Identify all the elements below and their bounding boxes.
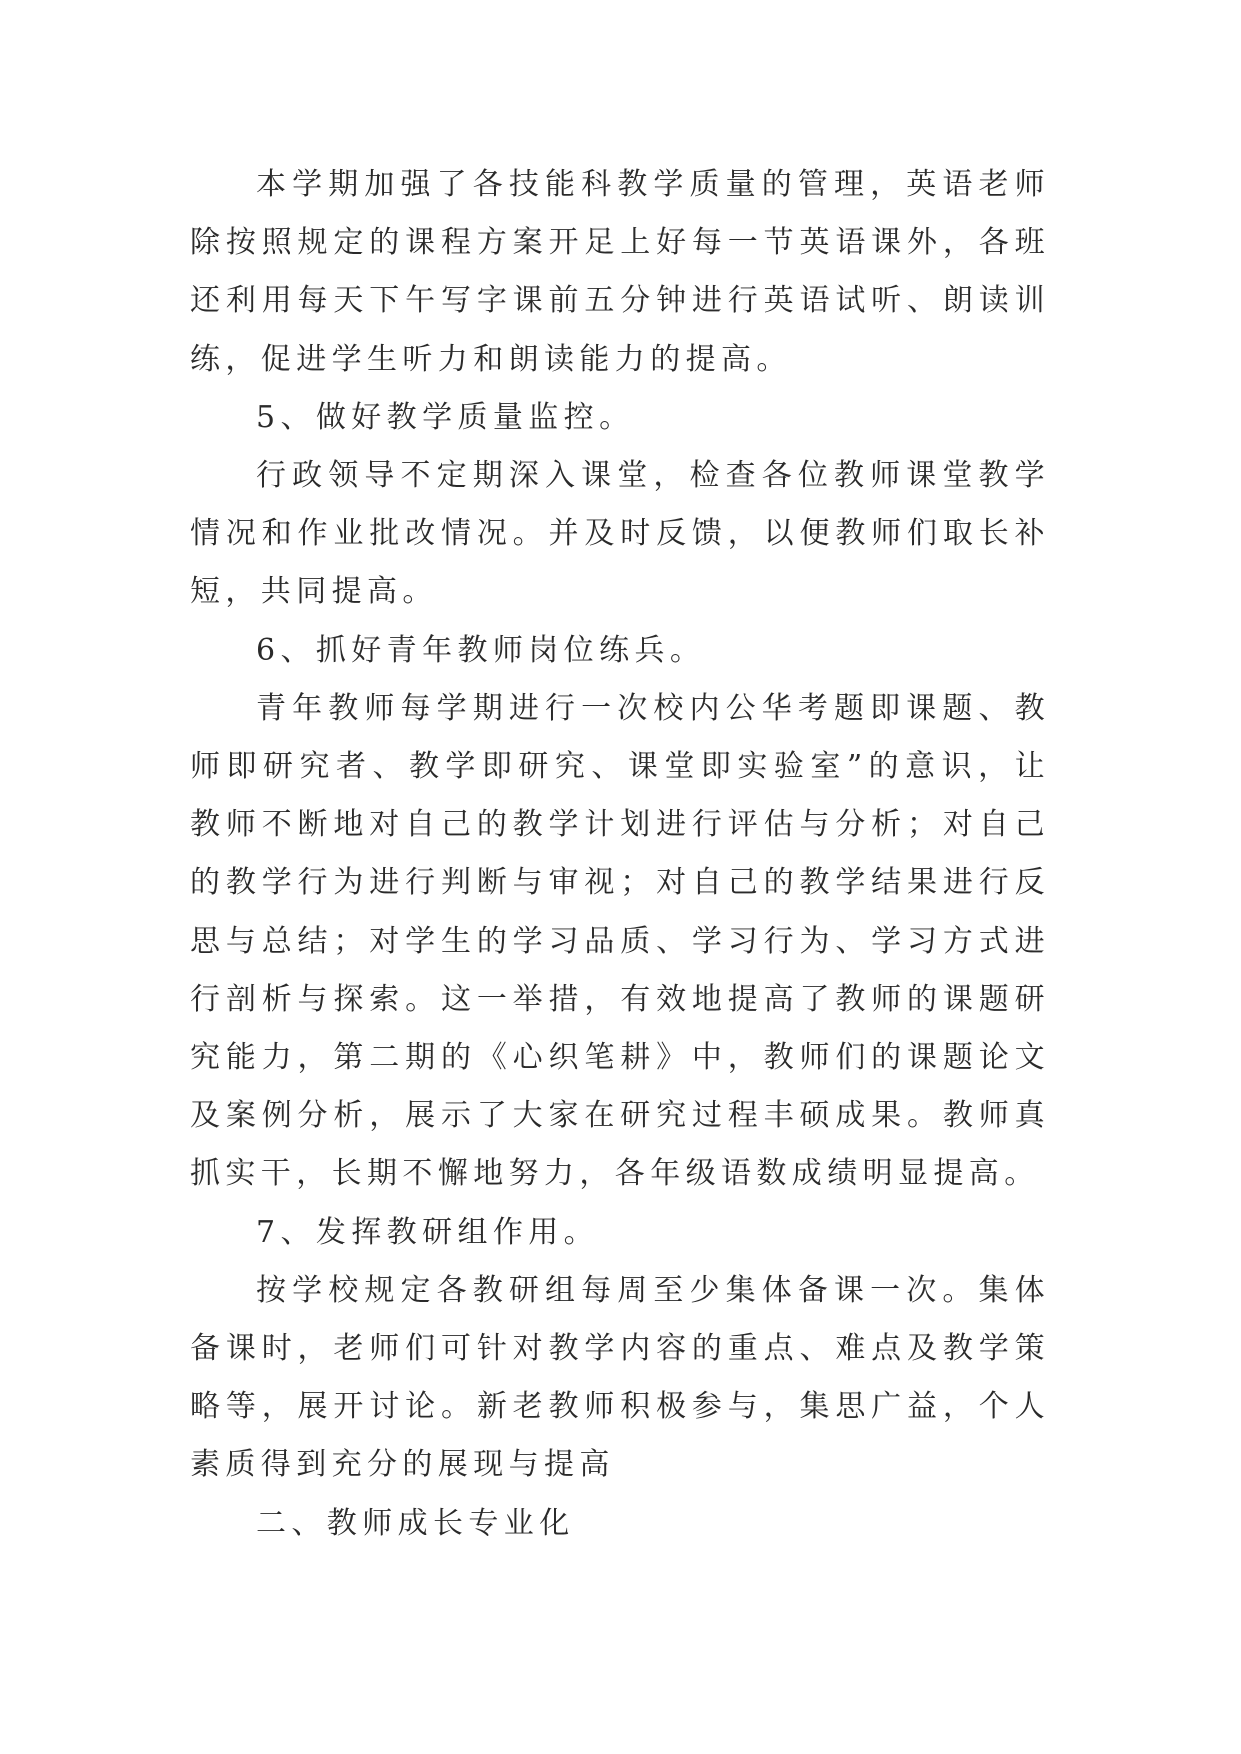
paragraph-english-quality: 本学期加强了各技能科教学质量的管理，英语老师除按照规定的课程方案开足上好每一节英语课外，各班还利用每天下午写字课前五分钟进行英语试听、朗读训练，促进学生听力和朗读能力的提高。 <box>190 167 1050 377</box>
heading-quality-monitoring: 5、做好教学质量监控。 <box>256 399 635 435</box>
paragraph-classroom-inspection: 行政领导不定期深入课堂，检查各位教师课堂教学情况和作业批改情况。并及时反馈，以便教师们取长补短，共同提高。 <box>190 458 1050 610</box>
paragraph-young-teacher-research: 青年教师每学期进行一次校内公华考题即课题、教师即研究者、教学即研究、课堂即实验室”的意识，让教师不断地对自己的教学计划进行评估与分析；对自己的教学行为进行判断与审视；对自己的教学结果进行反思与总结；对学生的学习品质、学习行为、学习方式进行剖析与探索。这一举措，有效地提高了教师的课题研究能力，第二期的《心织笔耕》中，教师们的课题论文及案例分析，展示了大家在研究过程丰硕成果。教师真抓实干，长期不懈地努力，各年级语数成绩明显提高。 <box>190 690 1050 1192</box>
heading-teacher-growth: 二、教师成长专业化 <box>256 1505 575 1541</box>
heading-young-teacher-training: 6、抓好青年教师岗位练兵。 <box>256 632 706 668</box>
paragraph-collective-lesson-prep: 按学校规定各教研组每周至少集体备课一次。集体备课时，老师们可针对教学内容的重点、难点及教学策略等，展开讨论。新老教师积极参与，集思广益，个人素质得到充分的展现与提高 <box>190 1272 1050 1483</box>
document-body <box>190 156 1050 1553</box>
heading-research-group: 7、发挥教研组作用。 <box>256 1214 600 1250</box>
